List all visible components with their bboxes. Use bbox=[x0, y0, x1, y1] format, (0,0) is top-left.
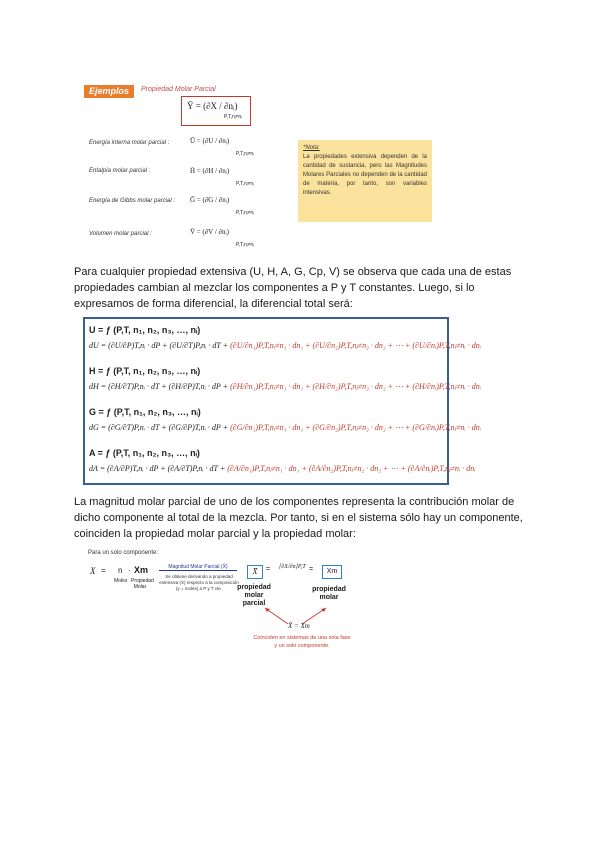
single-under-xm: Propiedad Molar bbox=[131, 578, 154, 590]
row-eq-h: H̄ = (∂H / ∂nᵢ) bbox=[190, 167, 230, 175]
eq-a-diff-black: dA = (∂A/∂P)T,nᵢ · dP + (∂A/∂T)P,nᵢ · dT + bbox=[89, 464, 228, 473]
definition-eq: Ȳ = (∂X / ∂nᵢ) bbox=[187, 101, 238, 111]
differential-equations-box bbox=[83, 317, 481, 485]
note-heading: *Nota: bbox=[303, 145, 320, 151]
eq-u-function: U = ƒ (P,T, n₁, n₂, n₃, …, nᵢ) bbox=[89, 325, 201, 335]
single-eq-x: X bbox=[90, 566, 96, 576]
eq-u-diff-red: (∂U/∂n₁)P,T,nⱼ≠n₁ · dn₁ + (∂U/∂n₂)P,T,nⱼ≠n₂ · dn₂ + ⋯ + (∂U/∂nᵢ)P,T,nⱼ≠nᵢ · dnᵢ bbox=[230, 341, 481, 350]
eq-h-function: H = ƒ (P,T, n₁, n₂, n₃, …, nᵢ) bbox=[89, 366, 201, 376]
paragraph-single-component: La magnitud molar parcial de uno de los componentes representa la contribución molar de dicho componente al total de la mezcla. Por tanto, si en el sistema sólo hay un componente, coinciden la propiedad molar parcial y la propiedad molar: bbox=[74, 496, 523, 540]
row-eq-g: Ḡ = (∂G / ∂nᵢ) bbox=[190, 196, 230, 204]
mag-title: Magnitud Molar Parcial (X̄) bbox=[159, 564, 237, 571]
xm-box: Xm bbox=[322, 565, 342, 579]
row-label-g: Energía de Gibbs molar parcial : bbox=[89, 198, 176, 204]
note-box bbox=[298, 140, 432, 222]
mag-desc: Se obtiene derivando a propiedad extensiva (X) respecto a la composición (y = moles) a P y T cte. bbox=[159, 574, 239, 591]
eq-a-function: A = ƒ (P,T, n₁, n₂, n₃, …, nᵢ) bbox=[89, 448, 200, 458]
eq-sign-1: = bbox=[266, 566, 271, 573]
paragraph-extensive: Para cualquier propiedad extensiva (U, H, A, G, Cp, V) se observa que cada una de estas propiedades cambian al mezclar los componentes a P y T constantes. Luego, si lo expresamos de forma diferencial, la diferencial total será: bbox=[74, 266, 512, 310]
row-eq-u: Ū = (∂U / ∂nᵢ) bbox=[190, 137, 230, 145]
row-eq-v: V̄ = (∂V / ∂nᵢ) bbox=[190, 228, 229, 236]
single-eq-dot: · bbox=[128, 566, 131, 575]
single-eq-n: n bbox=[118, 566, 123, 575]
coincide-note: Coinciden en sistemas de una sola fase y un solo componente. bbox=[253, 635, 351, 649]
definition-sub: P,T,nⱼ≠nᵢ bbox=[224, 114, 242, 120]
label-partial-molar: propiedad molar parcial bbox=[237, 584, 271, 607]
eq-h-diff-black: dH = (∂H/∂T)P,nᵢ · dT + (∂H/∂P)T,nᵢ · dP + bbox=[89, 382, 231, 391]
row-sub-u: P,T,nⱼ≠nᵢ bbox=[236, 151, 254, 157]
row-label-v: Volumen molar parcial : bbox=[89, 231, 152, 237]
eq-u-diff-black: dU = (∂U/∂P)T,nᵢ · dP + (∂U/∂T)P,nᵢ · dT + bbox=[89, 341, 231, 350]
row-sub-g: P,T,nⱼ≠nᵢ bbox=[236, 210, 254, 216]
definition-box bbox=[181, 96, 251, 126]
eq-a-differential bbox=[89, 464, 475, 473]
single-under-moles: Moles bbox=[114, 578, 128, 584]
examples-tag: Ejemplos bbox=[84, 85, 134, 98]
eq-h-differential bbox=[89, 382, 481, 391]
eq-a-diff-red: (∂A/∂n₁)P,T,nⱼ≠n₁ · dn₁ + (∂A/∂n₂)P,T,nⱼ≠n₂ · dn₂ + ⋯ + (∂A/∂nᵢ)P,T,nⱼ≠nᵢ · dnᵢ bbox=[227, 464, 476, 473]
deriv: [∂X/∂n]P,T bbox=[279, 564, 306, 570]
row-sub-v: P,T,nⱼ≠nᵢ bbox=[236, 242, 254, 248]
eq-g-differential bbox=[89, 423, 481, 432]
bottom-eq: X̄ = Xm bbox=[288, 622, 310, 630]
row-label-h: Entalpía molar parcial : bbox=[89, 168, 151, 174]
single-eq-equals: = bbox=[101, 566, 106, 575]
eq-g-diff-black: dG = (∂G/∂T)P,nᵢ · dT + (∂G/∂P)T,nᵢ · dP + bbox=[89, 423, 231, 432]
label-molar: propiedad molar bbox=[312, 586, 346, 601]
xbar-box: X̄ bbox=[247, 565, 263, 579]
eq-sign-2: = bbox=[309, 566, 314, 573]
eq-g-function: G = ƒ (P,T, n₁, n₂, n₃, …, nᵢ) bbox=[89, 407, 201, 417]
row-label-u: Energía interna molar parcial : bbox=[89, 140, 170, 146]
eq-h-diff-red: (∂H/∂n₁)P,T,nⱼ≠n₁ · dn₁ + (∂H/∂n₂)P,T,nⱼ≠n₂ · dn₂ + ⋯ + (∂H/∂nᵢ)P,T,nⱼ≠nᵢ · dnᵢ bbox=[230, 382, 481, 391]
row-sub-h: P,T,nⱼ≠nᵢ bbox=[236, 181, 254, 187]
eq-u-differential bbox=[89, 341, 481, 350]
note-text: La propiedades extensiva dependen de la cantidad de sustancia, pero las Magnitudes Molares Parciales no dependen de la cantidad de materia, por tanto, son variables intensivas. bbox=[303, 154, 427, 196]
examples-title: Propiedad Molar Parcial bbox=[141, 86, 216, 93]
single-eq-xm: Xm bbox=[134, 565, 149, 575]
eq-g-diff-red: (∂G/∂n₁)P,T,nⱼ≠n₁ · dn₁ + (∂G/∂n₂)P,T,nⱼ≠n₂ · dn₂ + ⋯ + (∂G/∂nᵢ)P,T,nⱼ≠nᵢ · dnᵢ bbox=[230, 423, 481, 432]
single-title: Para un solo componente: bbox=[88, 550, 159, 556]
